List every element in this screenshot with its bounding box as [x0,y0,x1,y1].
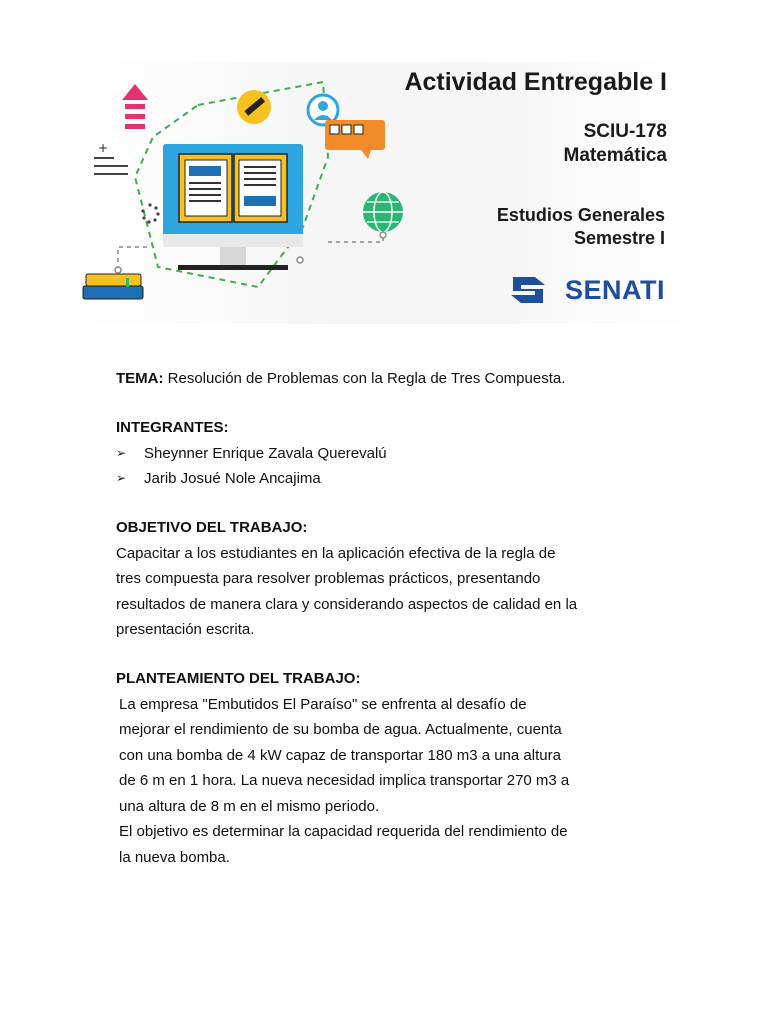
document-body [116,366,636,870]
arrow-up-icon [122,84,148,129]
planteamiento-line: La empresa "Embutidos El Paraíso" se enfrenta al desafío de [119,695,527,713]
planteamiento-line: una altura de 8 m en el mismo periodo. [119,797,380,815]
cover-banner [78,62,690,324]
planteamiento-line: de 6 m en 1 hora. La nueva necesidad implica transportar 270 m3 a [119,772,570,789]
planteamiento-line: mejorar el rendimiento de su bomba de agua. Actualmente, cuenta [119,721,562,738]
program-name: Estudios Generales [496,205,665,225]
globe-icon [363,192,403,232]
integrantes-heading: INTEGRANTES: [116,419,229,436]
member-name: Jarib Josué Nole Ancajima [144,470,321,487]
program-info [497,204,665,250]
objetivo-heading: OBJETIVO DEL TRABAJO: [116,519,308,536]
planteamiento-heading: PLANTEAMIENTO DEL TRABAJO: [116,670,361,687]
arrow-bullet-icon: ➢ [116,471,127,485]
objetivo-line: presentación escrita. [116,621,255,638]
arrow-bullet-icon: ➢ [116,445,127,460]
list-item [116,441,636,467]
member-name: Sheynner Enrique Zavala Querevalú [144,444,387,462]
course-code: SCIU-178 [583,121,667,142]
objetivo-line: resultados de manera clara y considerando aspectos de calidad en la [116,595,578,613]
senati-logo-icon [505,269,551,311]
tema-text: Resolución de Problemas con la Regla de Tres Compuesta. [163,370,566,387]
activity-title: Actividad Entregable I [404,68,667,96]
planteamiento-line: la nueva bomba. [119,848,230,866]
logo-text: SENATI [565,275,666,305]
open-book-monitor-icon [163,144,303,270]
tema-line [116,366,636,392]
tema-label: TEMA: [116,370,164,387]
semester-label: Semestre I [573,228,665,248]
course-name: Matemática [563,145,667,166]
planteamiento-line: con una bomba de 4 kW capaz de transportar 180 m3 a una altura [119,746,561,764]
pencil-icon [237,90,271,124]
course-info [564,120,668,168]
chat-bubble-icon [325,120,385,159]
books-icon [83,274,143,299]
planteamiento-line: El objetivo es determinar la capacidad requerida del rendimiento de [119,823,568,840]
document-lines-icon [94,141,128,175]
list-item [116,466,636,492]
objetivo-line: Capacitar a los estudiantes en la aplicación efectiva de la regla de [116,544,556,562]
svg-text:+: + [98,141,109,155]
senati-logo [505,267,685,313]
objetivo-line: tres compuesta para resolver problemas prácticos, presentando [116,570,541,587]
